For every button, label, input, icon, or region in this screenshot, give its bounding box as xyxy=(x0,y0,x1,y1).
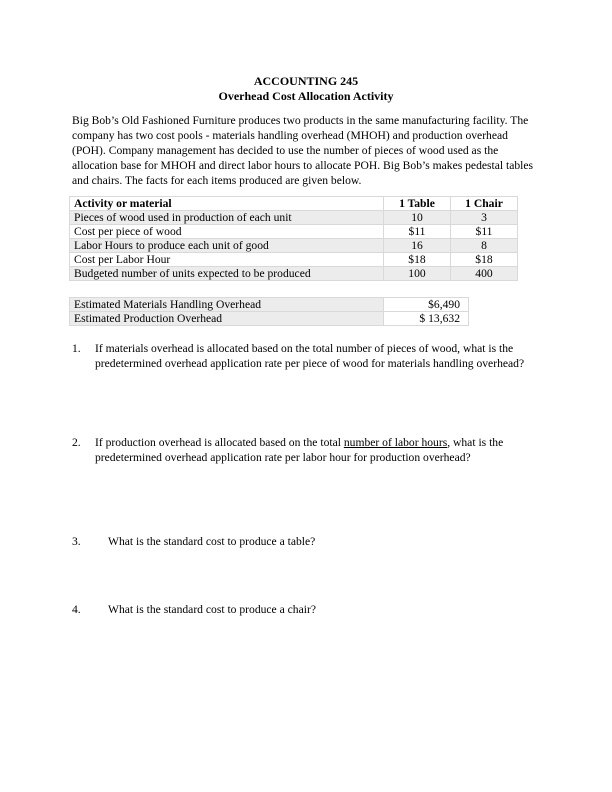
intro-paragraph: Big Bob’s Old Fashioned Furniture produces two products in the same manufacturing facility. The company has two cost pools - materials handling overhead (MHOH) and production overhead (POH). Company management has decided to use the number of pieces of wood used as the allocation base for MHOH and direct labor hours to allocate POH. Big Bob’s makes pedestal tables and chairs. The facts for each items produced are given below. xyxy=(72,114,534,187)
row-label: Pieces of wood used in production of each unit xyxy=(70,211,384,225)
overhead-value: $6,490 xyxy=(384,298,469,312)
question-text: What is the standard cost to produce a table? xyxy=(108,535,316,548)
question-number: 1. xyxy=(72,342,81,355)
table-row xyxy=(70,267,518,281)
overhead-value: $ 13,632 xyxy=(384,312,469,326)
table-value: $18 xyxy=(384,253,451,267)
header-activity: Activity or material xyxy=(70,197,384,211)
overhead-table xyxy=(69,297,469,326)
question-text: If materials overhead is allocated based on the total number of pieces of wood, what is the predetermined overhead application rate per piece of wood for materials handling overhead? xyxy=(95,342,525,370)
overhead-label: Estimated Materials Handling Overhead xyxy=(70,298,384,312)
row-label: Cost per piece of wood xyxy=(70,225,384,239)
table-value: 16 xyxy=(384,239,451,253)
table-value: 10 xyxy=(384,211,451,225)
table-row xyxy=(70,225,518,239)
table-row xyxy=(70,312,469,326)
chair-value: $11 xyxy=(451,225,518,239)
table-row xyxy=(70,211,518,225)
chair-value: 8 xyxy=(451,239,518,253)
question-number: 4. xyxy=(72,603,81,616)
table-header-row xyxy=(70,197,518,211)
table-row xyxy=(70,239,518,253)
question-text-end: , what is the predetermined overhead application rate per labor hour for production overhead? xyxy=(95,436,504,464)
header-table: 1 Table xyxy=(384,197,451,211)
row-label: Labor Hours to produce each unit of good xyxy=(70,239,384,253)
header-chair: 1 Chair xyxy=(451,197,518,211)
table-row xyxy=(70,298,469,312)
overhead-label: Estimated Production Overhead xyxy=(70,312,384,326)
course-title: ACCOUNTING 245 xyxy=(253,74,359,88)
chair-value: $18 xyxy=(451,253,518,267)
question-number: 3. xyxy=(72,535,81,548)
table-value: 100 xyxy=(384,267,451,281)
question-text: What is the standard cost to produce a chair? xyxy=(108,603,316,616)
chair-value: 400 xyxy=(451,267,518,281)
question-text-start: If production overhead is allocated based on the total xyxy=(95,436,344,449)
question-number: 2. xyxy=(72,436,81,449)
question-text xyxy=(95,435,547,465)
table-row xyxy=(70,253,518,267)
chair-value: 3 xyxy=(451,211,518,225)
row-label: Cost per Labor Hour xyxy=(70,253,384,267)
facts-table xyxy=(69,196,518,281)
activity-title: Overhead Cost Allocation Activity xyxy=(218,89,394,103)
row-label: Budgeted number of units expected to be produced xyxy=(70,267,384,281)
table-value: $11 xyxy=(384,225,451,239)
underlined-phrase: number of labor hours xyxy=(343,436,448,449)
